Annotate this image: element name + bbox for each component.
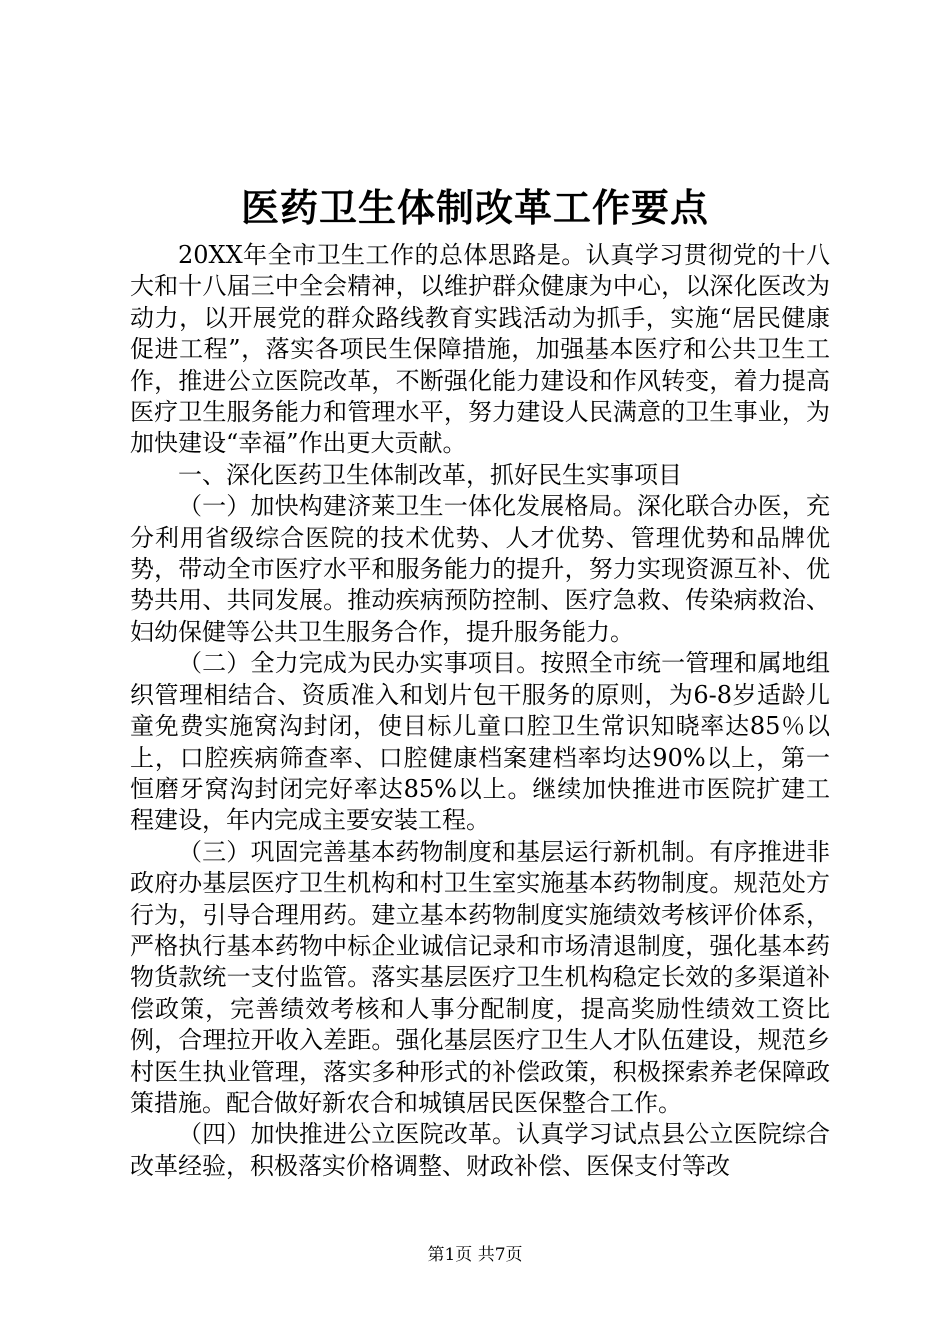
document-title: 医药卫生体制改革工作要点 (240, 185, 709, 230)
paragraph-intro: 20XX年全市卫生工作的总体思路是。认真学习贯彻党的十八大和十八届三中全会精神，以维护群众健康为中心，以深化医改为动力，以开展党的群众路线教育实践活动为抓手，实施“居民健康促进工程”，落实各项民生保障措施，加强基本医疗和公共卫生工作，推进公立医院改革，不断强化能力建设和作风转变，着力提高医疗卫生服务能力和管理水平，努力建设人民满意的卫生事业，为加快建设“幸福”作出更大贡献。 (130, 241, 830, 458)
paragraph-item-4: （四）加快推进公立医院改革。认真学习试点县公立医院综合改革经验，积极落实价格调整、财政补偿、医保支付等改 (130, 1120, 830, 1180)
document-body (130, 240, 830, 1182)
section-heading-1: 一、深化医药卫生体制改革，抓好民生实事项目 (178, 460, 682, 489)
paragraph-item-2: （二）全力完成为民办实事项目。按照全市统一管理和属地组织管理相结合、资质准入和划片包干服务的原则，为6-8岁适龄儿童免费实施窝沟封闭，使目标儿童口腔卫生常识知晓率达85％以上，口腔疾病筛查率、口腔健康档案建档率均达90%以上，第一恒磨牙窝沟封闭完好率达85%以上。继续加快推进市医院扩建工程建设，年内完成主要安装工程。 (130, 649, 830, 835)
paragraph-item-3: （三）巩固完善基本药物制度和基层运行新机制。有序推进非政府办基层医疗卫生机构和村卫生室实施基本药物制度。规范处方行为，引导合理用药。建立基本药物制度实施绩效考核评价体系，严格执行基本药物中标企业诚信记录和市场清退制度，强化基本药物货款统一支付监管。落实基层医疗卫生机构稳定长效的多渠道补偿政策，完善绩效考核和人事分配制度，提高奖励性绩效工资比例，合理拉开收入差距。强化基层医疗卫生人才队伍建设，规范乡村医生执业管理，落实多种形式的补偿政策，积极探索养老保障政策措施。配合做好新农合和城镇居民医保整合工作。 (130, 837, 830, 1117)
paragraph-item-1: （一）加快构建济莱卫生一体化发展格局。深化联合办医，充分利用省级综合医院的技术优势、人才优势、管理优势和品牌优势，带动全市医疗水平和服务能力的提升，努力实现资源互补、优势共用、共同发展。推动疾病预防控制、医疗急救、传染病救治、妇幼保健等公共卫生服务合作，提升服务能力。 (130, 492, 830, 646)
page-footer: 第1页 共7页 (427, 1245, 523, 1265)
